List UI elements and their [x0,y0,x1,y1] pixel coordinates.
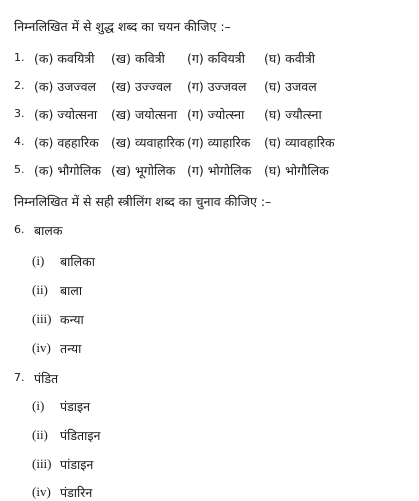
option-gha: (घ) कवीत्री [264,51,316,66]
option-ga: (ग) भोगोलिक [187,163,252,178]
question-number: 3. [14,107,25,120]
option-text: कन्या [60,312,84,327]
option-ka: (क) वहहारिक [34,135,99,150]
option-marker: (iv) [32,340,51,355]
option-marker: (iii) [32,456,52,471]
option-ga: (ग) व्याहारिक [187,135,251,150]
option-kha: (ख) व्यवाहारिक [111,135,185,150]
option-kha: (ख) उज्ज्वल [111,79,172,94]
option-ka: (क) भौगोलिक [34,163,101,178]
instruction-feminine-word: निम्नलिखित में से सही स्त्रीलिंग शब्द का चुनाव कीजिए :– [14,194,272,209]
question-number: 5. [14,163,25,176]
option-text: पंडिताइन [60,428,101,443]
option-gha: (घ) भोगौलिक [264,163,329,178]
question-number: 7. [14,371,25,384]
option-ka: (क) ज्योत्सना [34,107,98,122]
option-gha: (घ) व्यावहारिक [264,135,335,150]
option-text: पंडाइन [60,399,91,414]
option-text: बाला [60,283,83,298]
option-kha: (ख) कवित्री [111,51,165,66]
option-marker: (ii) [32,282,48,297]
option-kha: (ख) जयोत्सना [111,107,177,122]
question-number: 2. [14,79,25,92]
option-ka: (क) उजज्वल [34,79,97,94]
option-text: पांडाइन [60,457,94,472]
question-word: बालक [34,223,63,238]
option-marker: (ii) [32,427,48,442]
option-kha: (ख) भूगोलिक [111,163,176,178]
option-text: पंडारिन [60,485,93,500]
question-number: 6. [14,223,25,236]
option-ga: (ग) ज्योत्स्ना [187,107,245,122]
option-gha: (घ) उजवल [264,79,317,94]
option-marker: (i) [32,398,45,413]
option-marker: (iv) [32,484,51,499]
option-ga: (ग) उज्जवल [187,79,247,94]
question-number: 4. [14,135,25,148]
question-word: पंडित [34,371,59,386]
option-ga: (ग) कवियत्री [187,51,245,66]
option-ka: (क) कवयित्री [34,51,95,66]
option-text: बालिका [60,254,95,269]
option-marker: (iii) [32,311,52,326]
instruction-correct-word: निम्नलिखित में से शुद्ध शब्द का चयन कीजिए :– [14,19,231,34]
option-marker: (i) [32,253,45,268]
question-number: 1. [14,51,25,64]
option-text: तन्या [60,341,82,356]
option-gha: (घ) ज्यौत्स्ना [264,107,322,122]
